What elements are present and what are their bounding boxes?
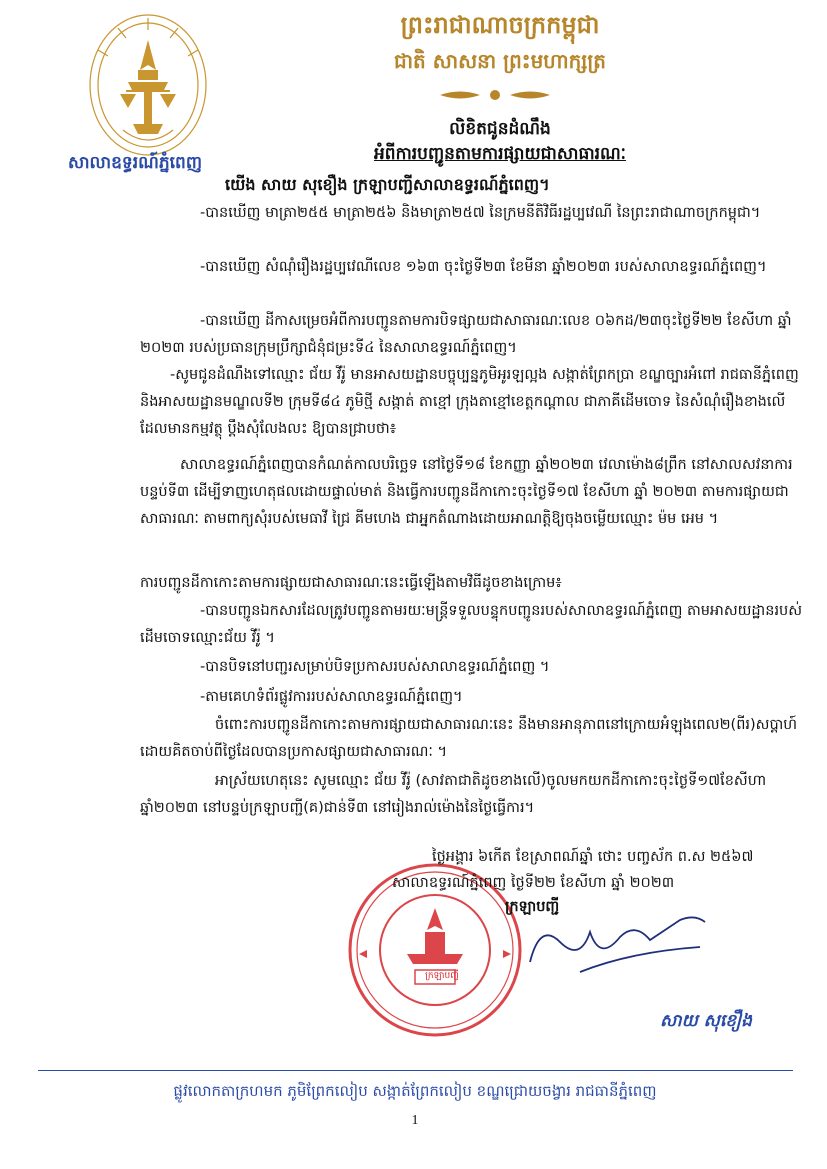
paragraph-effectiveness: ចំពោះការបញ្ជូនដីកាកោះតាមការផ្សាយជាសាធារណៈនេះ នឹងមានអានុភាពនៅក្រោយអំឡុងពេល២(ពីរ)សប្ដាហ៍ ដោយគិតចាប់ពីថ្ងៃដែលបានប្រកាសផ្សាយជាសាធារណៈ ។	[140, 717, 798, 760]
ornament-divider	[440, 86, 550, 104]
paragraph-delivery-method-1: -បានបញ្ជូនឯកសារដែលត្រូវបញ្ជូនតាមរយៈមន្ត្រីទទួលបន្ទុកបញ្ជូនរបស់សាលាឧទ្ធរណ៍ភ្នំពេញ តាមអាសយដ្ឋានរបស់ដើមចោទឈ្មោះជ័យ វីរ៉ូ ។	[140, 603, 803, 646]
court-emblem-logo	[78, 10, 218, 160]
national-motto: ជាតិ សាសនា ព្រះមហាក្សត្រ	[394, 49, 606, 73]
footer-address: ផ្លូវលោកតាក្រហមក ភូមិព្រែកលៀប សង្កាត់ព្រែកលៀប ខណ្ឌជ្រោយចង្វារ រាជធានីភ្នំពេញ	[173, 1082, 657, 1100]
handwritten-signature	[520, 902, 720, 982]
paragraph-instruction: អាស្រ័យហេតុនេះ សូមឈ្មោះ ជ័យ វីរ៉ូ (សាវតាជាតិដូចខាងលើ)ចូលមកយកដីកាកោះចុះថ្ងៃទី១៧ខែសីហា ឆ្នាំ២០២៣ នៅបន្ទប់ក្រឡាបញ្ជី(គ)ជាន់ទី៣ នៅរៀងរាល់ម៉ោងនៃថ្ងៃធ្វើការ។	[140, 773, 767, 816]
kingdom-title: ព្រះរាជាណាចក្រកម្ពុជា	[400, 11, 600, 39]
paragraph-notice-recipient: -សូមជូនដំណឹងទៅឈ្មោះ ជ័យ វីរ៉ូ មានអាសយដ្ឋានបច្ចុប្បន្នភូមិអូរឡល្អង សង្កាត់ព្រែកប្រា ខណ្ឌច្បារអំពៅ រាជធានីភ្នំពេញ និងអាសយដ្ឋានមណ្ឌលទី២ ក្រុមទី៨៤ ភូមិថ្មី សង្កាត់ តាខ្មៅ ក្រុងតាខ្មៅខេត្តកណ្ដាល ជាភាគីដើមចោទ នៃសំណុំរឿងខាងលើ ដែលមានកម្មវត្ថុ ប្ដឹងសុំលែងលះ ឱ្យបានជ្រាបថា៖	[140, 367, 799, 437]
document-type: លិខិតជូនដំណឹង	[449, 119, 551, 139]
author-line: យើង សាយ សុខឿង ក្រឡាបញ្ជីសាលាឧទ្ធរណ៍ភ្នំពេញ។	[225, 175, 550, 194]
paragraph-delivery-method-2: -បានបិទនៅបញ្ជរសម្រាប់បិទប្រកាសរបស់សាលាឧទ្ធរណ៍ភ្នំពេញ ។	[200, 659, 550, 675]
seal-text: ក្រឡាបញ្ជី	[425, 971, 459, 981]
paragraph-legal-basis-1: -បានឃើញ មាត្រា២៥៥ មាត្រា២៥៦ និងមាត្រា២៥៧ នៃក្រមនីតិវិធីរដ្ឋប្បវេណី នៃព្រះរាជាណាចក្រកម្ពុជា។	[200, 205, 761, 221]
signer-title: ក្រឡាបញ្ជី	[505, 899, 560, 915]
paragraph-hearing-schedule: សាលាឧទ្ធរណ៍ភ្នំពេញបានកំណត់កាលបរិច្ឆេទ នៅថ្ងៃទី១៨ ខែកញ្ញា ឆ្នាំ២០២៣ វេលាម៉ោង៨ព្រឹក នៅសាលសវនាការបន្ទប់ទី៣ ដើម្បីទាញហេតុផលដោយផ្ទាល់មាត់ និងធ្វើការបញ្ជូនដីកាកោះចុះថ្ងៃទី១៧ ខែសីហា ឆ្នាំ ២០២៣ តាមការផ្សាយជាសាធារណៈ តាមពាក្យសុំរបស់មេធាវី ជ្រៃ គីមហេង ជាអ្នកតំណាងដោយអាណត្តិឱ្យចុងចម្លើយឈ្មោះ ម៉ម អេម ។	[140, 457, 793, 527]
document-subject: អំពីការបញ្ជូនតាមការផ្សាយជាសាធារណៈ	[374, 144, 626, 164]
date-place: សាលាឧទ្ធរណ៍ភ្នំពេញ ថ្ងៃទី២២ ខែសីហា ឆ្នាំ ២០២៣	[392, 875, 675, 891]
signer-name: សាយ សុខឿង	[660, 1011, 752, 1031]
paragraph-delivery-method-3: -តាមគេហទំព័រផ្លូវការរបស់សាលាឧទ្ធរណ៍ភ្នំពេញ។	[200, 689, 463, 705]
paragraph-delivery-methods-intro: ការបញ្ជូនដីកាកោះតាមការផ្សាយជាសាធារណៈនេះធ្វើឡើងតាមវិធីដូចខាងក្រោម៖	[140, 575, 562, 591]
paragraph-legal-basis-2: -បានឃើញ សំណុំរឿងរដ្ឋប្បវេណីលេខ ១៦៣ ចុះថ្ងៃទី២៣ ខែមីនា ឆ្នាំ២០២៣ របស់សាលាឧទ្ធរណ៍ភ្នំពេញ។	[200, 259, 767, 275]
court-name: សាលាឧទ្ធរណ៍ភ្នំពេញ	[67, 153, 203, 173]
paragraph-legal-basis-3: -បានឃើញ ដីកាសម្រេចអំពីការបញ្ជូនតាមការបិទផ្សាយជាសាធារណៈលេខ ០៦កដ/២៣ចុះថ្ងៃទី២២ ខែសីហា ឆ្នាំ ២០២៣ របស់ប្រធានក្រុមប្រឹក្សាជំនុំជម្រះទី៤ នៃសាលាឧទ្ធរណ៍ភ្នំពេញ។	[140, 313, 792, 356]
date-lunar: ថ្ងៃអង្គារ ៦កើត ខែស្រាពណ៍ឆ្នាំ ថោះ បញ្ចស័ក ព.ស ២៥៦៧	[432, 849, 754, 865]
page-number: 1	[411, 1113, 419, 1128]
footer-divider	[38, 1070, 793, 1071]
